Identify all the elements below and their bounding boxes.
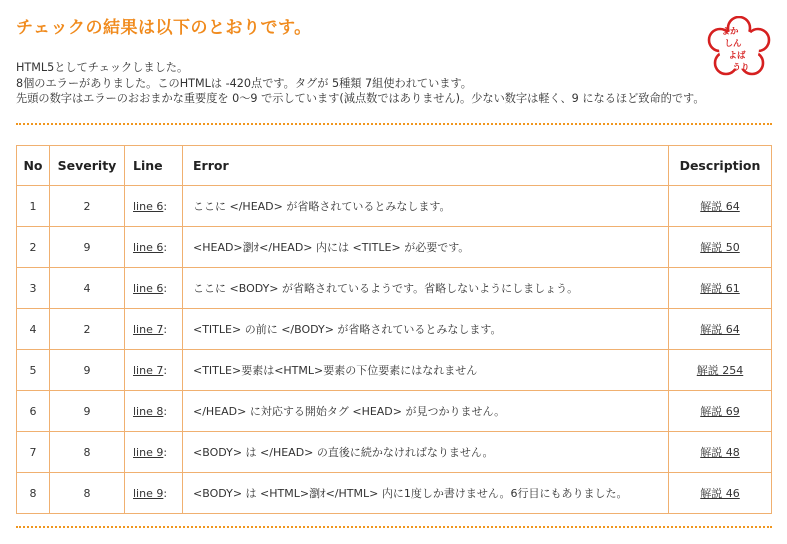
description-link[interactable]: 解説 64 bbox=[700, 200, 740, 213]
table-row bbox=[17, 227, 772, 268]
line-link[interactable]: line 6 bbox=[133, 240, 164, 254]
line-link[interactable]: line 7 bbox=[133, 363, 164, 377]
cell-line bbox=[125, 432, 183, 473]
dotted-divider bbox=[16, 526, 772, 528]
cell-description bbox=[669, 473, 772, 514]
cell-no: 4 bbox=[17, 309, 50, 350]
line-colon: : bbox=[163, 281, 168, 295]
makashin-seal-logo bbox=[706, 16, 772, 82]
table-row bbox=[17, 186, 772, 227]
line-link[interactable]: line 9 bbox=[133, 445, 164, 459]
cell-line bbox=[125, 309, 183, 350]
cell-description bbox=[669, 309, 772, 350]
logo-text: しん bbox=[724, 39, 742, 49]
cell-description bbox=[669, 350, 772, 391]
logo-text: よば bbox=[728, 51, 746, 61]
logo-text: まか bbox=[721, 27, 739, 37]
line-colon: : bbox=[163, 240, 168, 254]
line-link[interactable]: line 6 bbox=[133, 199, 164, 213]
line-link[interactable]: line 9 bbox=[133, 486, 164, 500]
line-link[interactable]: line 8 bbox=[133, 404, 164, 418]
line-colon: : bbox=[163, 199, 168, 213]
logo-text: うり bbox=[732, 63, 750, 73]
description-link[interactable]: 解説 61 bbox=[700, 282, 740, 295]
summary-line: 先頭の数字はエラーのおおまかな重要度を 0～9 で示しています(減点数ではありません)。少ない数字は軽く、9 になるほど致命的です。 bbox=[16, 92, 705, 105]
cell-no: 2 bbox=[17, 227, 50, 268]
cell-severity: 9 bbox=[50, 350, 125, 391]
cell-severity: 2 bbox=[50, 309, 125, 350]
column-header-description: Description bbox=[669, 146, 772, 186]
description-link[interactable]: 解説 48 bbox=[700, 446, 740, 459]
table-row bbox=[17, 473, 772, 514]
cell-error: <TITLE> の前に </BODY> が省略されているとみなします。 bbox=[183, 309, 669, 350]
table-row bbox=[17, 391, 772, 432]
description-link[interactable]: 解説 46 bbox=[700, 487, 740, 500]
cell-no: 1 bbox=[17, 186, 50, 227]
table-row bbox=[17, 350, 772, 391]
cell-severity: 4 bbox=[50, 268, 125, 309]
description-link[interactable]: 解説 50 bbox=[700, 241, 740, 254]
column-header-error: Error bbox=[183, 146, 669, 186]
line-colon: : bbox=[163, 445, 168, 459]
cell-no: 8 bbox=[17, 473, 50, 514]
cell-line bbox=[125, 186, 183, 227]
cell-description bbox=[669, 227, 772, 268]
cell-severity: 9 bbox=[50, 391, 125, 432]
table-header-row bbox=[17, 146, 772, 186]
cell-line bbox=[125, 391, 183, 432]
line-link[interactable]: line 7 bbox=[133, 322, 164, 336]
description-link[interactable]: 解説 64 bbox=[700, 323, 740, 336]
cell-line bbox=[125, 268, 183, 309]
cell-no: 5 bbox=[17, 350, 50, 391]
table-row bbox=[17, 432, 772, 473]
cell-error: </HEAD> に対応する開始タグ <HEAD> が見つかりません。 bbox=[183, 391, 669, 432]
column-header-line: Line bbox=[125, 146, 183, 186]
cell-description bbox=[669, 186, 772, 227]
cell-error: <BODY> は <HTML>瀏ｵ</HTML> 内に1度しか書けません。6行目にもありました。 bbox=[183, 473, 669, 514]
cell-line bbox=[125, 350, 183, 391]
cell-severity: 2 bbox=[50, 186, 125, 227]
line-link[interactable]: line 6 bbox=[133, 281, 164, 295]
cell-error: <HEAD>瀏ｵ</HEAD> 内には <TITLE> が必要です。 bbox=[183, 227, 669, 268]
line-colon: : bbox=[163, 363, 168, 377]
summary-line: 8個のエラーがありました。このHTMLは -420点です。タグが 5種類 7組使われています。 bbox=[16, 76, 472, 90]
cell-description bbox=[669, 432, 772, 473]
page-title: チェックの結果は以下のとおりです。 bbox=[16, 18, 312, 38]
line-colon: : bbox=[163, 404, 168, 418]
column-header-no: No bbox=[17, 146, 50, 186]
cell-line bbox=[125, 473, 183, 514]
line-colon: : bbox=[163, 322, 168, 336]
cell-severity: 8 bbox=[50, 432, 125, 473]
line-colon: : bbox=[163, 486, 168, 500]
cell-error: ここに <BODY> が省略されているようです。省略しないようにしましょう。 bbox=[183, 268, 669, 309]
cell-error: ここに </HEAD> が省略されているとみなします。 bbox=[183, 186, 669, 227]
cell-severity: 9 bbox=[50, 227, 125, 268]
cell-error: <TITLE>要素は<HTML>要素の下位要素にはなれません bbox=[183, 350, 669, 391]
table-row bbox=[17, 268, 772, 309]
cell-description bbox=[669, 268, 772, 309]
dotted-divider bbox=[16, 123, 772, 125]
error-results-table bbox=[16, 145, 772, 514]
cell-no: 7 bbox=[17, 432, 50, 473]
cell-severity: 8 bbox=[50, 473, 125, 514]
table-row bbox=[17, 309, 772, 350]
column-header-severity: Severity bbox=[50, 146, 125, 186]
cell-no: 3 bbox=[17, 268, 50, 309]
cell-error: <BODY> は </HEAD> の直後に続かなければなりません。 bbox=[183, 432, 669, 473]
description-link[interactable]: 解説 254 bbox=[696, 364, 744, 377]
cell-no: 6 bbox=[17, 391, 50, 432]
cell-line bbox=[125, 227, 183, 268]
summary-line: HTML5としてチェックしました。 bbox=[16, 61, 189, 74]
description-link[interactable]: 解説 69 bbox=[700, 405, 740, 418]
check-summary bbox=[16, 60, 705, 107]
cell-description bbox=[669, 391, 772, 432]
